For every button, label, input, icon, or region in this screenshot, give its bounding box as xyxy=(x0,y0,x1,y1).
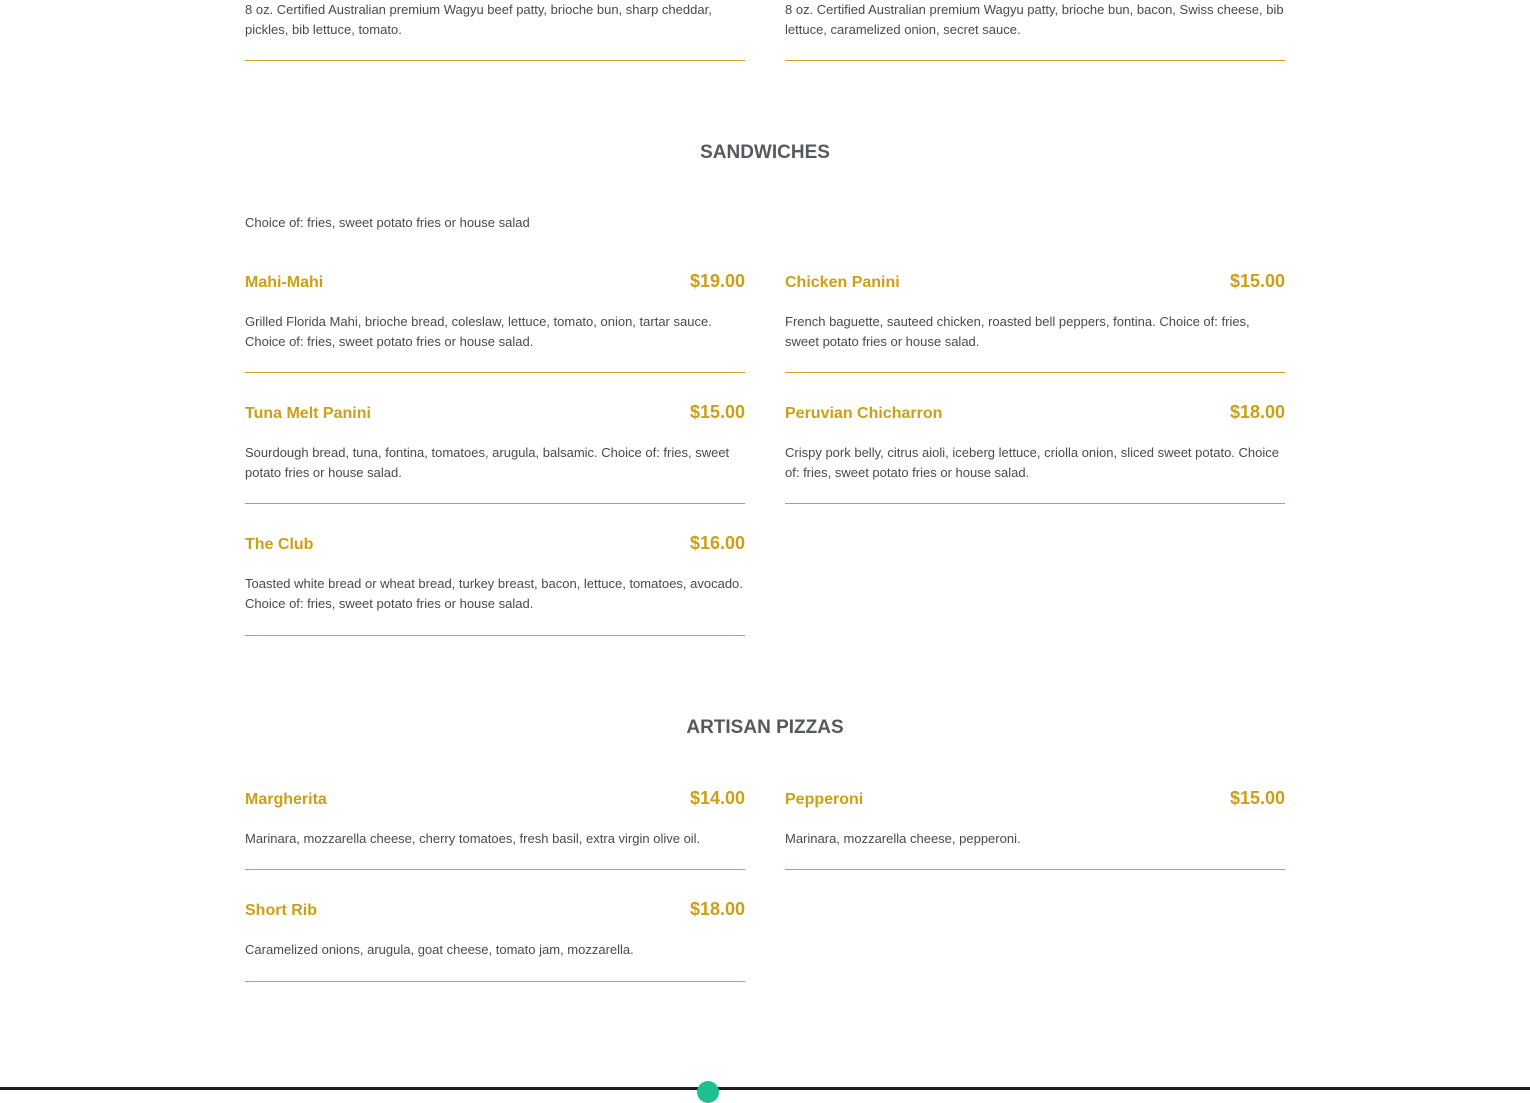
menu-item-mahi-mahi xyxy=(245,271,745,373)
item-description: Caramelized onions, arugula, goat cheese, tomato jam, mozzarella. xyxy=(245,942,634,957)
menu-item-peruvian-chicharron xyxy=(785,402,1285,504)
item-name: Margherita xyxy=(245,791,327,808)
menu-item-short-rib xyxy=(245,899,745,982)
menu-item-margherita xyxy=(245,788,745,870)
item-description: 8 oz. Certified Australian premium Wagyu patty, brioche bun, bacon, Swiss cheese, bib lettuce, caramelized onion, secret sauce. xyxy=(785,2,1284,37)
item-description: Sourdough bread, tuna, fontina, tomatoes, arugula, balsamic. Choice of: fries, sweet potato fries or house salad. xyxy=(245,445,730,480)
item-description: Marinara, mozzarella cheese, cherry tomatoes, fresh basil, extra virgin olive oil. xyxy=(245,831,701,846)
item-name: Mahi-Mahi xyxy=(245,274,324,291)
item-price: $18.00 xyxy=(1229,402,1285,422)
item-price: $14.00 xyxy=(689,788,745,808)
menu-item-chicken-panini xyxy=(785,271,1285,373)
item-description: 8 oz. Certified Australian premium Wagyu beef patty, brioche bun, sharp cheddar, pickles, bib lettuce, tomato. xyxy=(245,2,712,37)
item-description: Crispy pork belly, citrus aioli, iceberg lettuce, criolla onion, sliced sweet potato. Choice of: fries, sweet potato fries or house salad. xyxy=(785,445,1279,480)
item-price: $16.00 xyxy=(689,533,745,553)
item-price: $19.00 xyxy=(689,271,745,291)
item-price: $18.00 xyxy=(689,899,745,919)
item-price: $15.00 xyxy=(1229,788,1285,808)
menu-item-the-club xyxy=(245,533,745,636)
item-description: Marinara, mozzarella cheese, pepperoni. xyxy=(785,831,1021,846)
menu-item-burger-2 xyxy=(785,0,1285,61)
item-name: Short Rib xyxy=(245,902,317,919)
menu-item-pepperoni xyxy=(785,788,1285,870)
item-price: $15.00 xyxy=(1229,271,1285,291)
item-name: The Club xyxy=(245,536,314,553)
section-title-sandwiches: SANDWICHES xyxy=(700,142,830,163)
item-name: Pepperoni xyxy=(785,791,864,808)
item-description: Toasted white bread or wheat bread, turkey breast, bacon, lettuce, tomatoes, avocado. Choice of: fries, sweet potato fries or house salad. xyxy=(245,576,743,611)
scroll-button[interactable] xyxy=(697,1081,719,1103)
item-description: Grilled Florida Mahi, brioche bread, coleslaw, lettuce, tomato, onion, tartar sauce. Choice of: fries, sweet potato fries or house salad. xyxy=(245,314,712,349)
item-description: French baguette, sauteed chicken, roasted bell peppers, fontina. Choice of: fries, sweet potato fries or house salad. xyxy=(785,314,1250,349)
menu-item-burger-1 xyxy=(245,0,745,61)
item-name: Chicken Panini xyxy=(785,274,900,291)
menu-item-tuna-melt-panini xyxy=(245,402,745,504)
section-note-sandwiches: Choice of: fries, sweet potato fries or house salad xyxy=(245,215,530,230)
item-name: Tuna Melt Panini xyxy=(245,405,371,422)
section-title-artisan-pizzas: ARTISAN PIZZAS xyxy=(686,717,844,738)
item-price: $15.00 xyxy=(689,402,745,422)
item-name: Peruvian Chicharron xyxy=(785,405,943,422)
